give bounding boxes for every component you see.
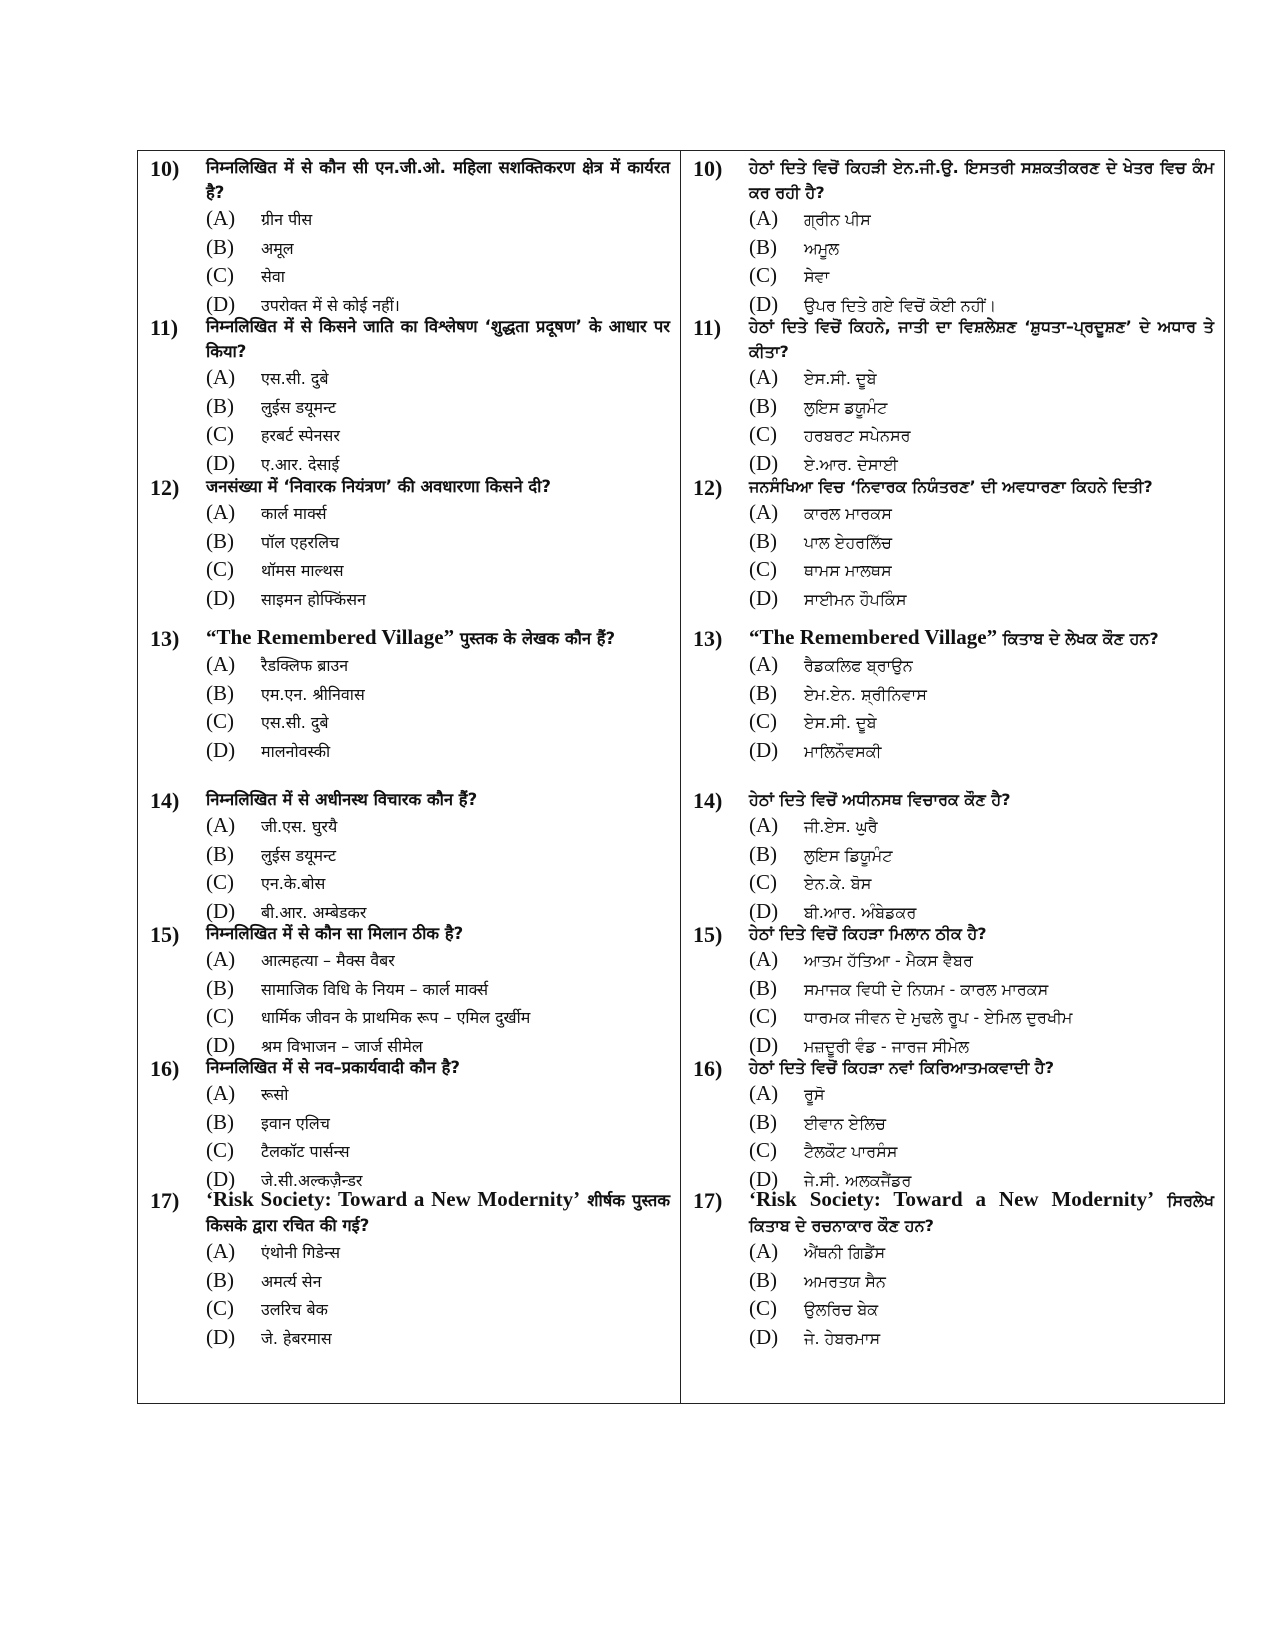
option-text: बी.आर. अम्बेडकर: [261, 902, 367, 922]
question-punjabi: [681, 1187, 1224, 1352]
answer-option: [206, 1238, 670, 1267]
answer-option: [206, 869, 670, 898]
option-text: ਜੇ.ਸੀ. ਅਲਕਜੈਂਡਰ: [804, 1170, 912, 1190]
question-text-content: ਹੇਠਾਂ ਦਿਤੇ ਵਿਚੋਂ ਕਿਹੜਾ ਮਿਲਾਨ ਠੀਕ ਹੈ?: [749, 924, 987, 943]
question-title-english: ‘Risk Society: Toward a New Modernity’: [749, 1187, 1155, 1211]
answer-option: [749, 975, 1214, 1004]
option-label: (A): [749, 1081, 779, 1105]
option-text: रूसो: [261, 1085, 289, 1104]
question-text: [206, 1055, 670, 1080]
option-label: (C): [206, 870, 234, 894]
option-label: (D): [206, 1166, 236, 1191]
option-text: पॉल एहरलिच: [261, 532, 340, 552]
option-label: (C): [206, 1004, 234, 1028]
option-text: इवान एलिच: [261, 1113, 330, 1133]
option-label: (D): [206, 1032, 236, 1057]
question-hindi: [138, 1187, 680, 1352]
question-punjabi: [681, 1055, 1224, 1194]
option-text: धार्मिक जीवन के प्राथमिक रूप – एमिल दुर्खीम: [261, 1008, 531, 1027]
question-title-english: “The Remembered Village”: [749, 625, 998, 649]
option-label: (D): [206, 291, 236, 316]
question-body: [206, 625, 680, 765]
question-body: [206, 1055, 680, 1194]
answer-option: [749, 1137, 1214, 1166]
question-punjabi: [681, 625, 1224, 765]
answer-option: [206, 262, 670, 291]
punjabi-column: [681, 151, 1224, 1403]
option-text: ਗ੍ਰੀਨ ਪੀਸ: [804, 210, 871, 229]
option-label: (A): [749, 206, 779, 230]
option-text: ਪਾਲ ਏਹਰਲਿੱਚ: [804, 532, 892, 552]
answer-option: [206, 708, 670, 737]
hindi-column: [138, 151, 681, 1403]
option-label: (D): [749, 1166, 779, 1191]
answer-option: [749, 1080, 1214, 1109]
question-number: 15): [693, 922, 723, 947]
question-text: [749, 314, 1214, 364]
answer-option: [749, 680, 1214, 709]
option-label: (A): [206, 813, 236, 837]
answer-option: [206, 585, 670, 614]
question-number: 16): [693, 1056, 723, 1081]
question-text-content: ਹੇਠਾਂ ਦਿਤੇ ਵਿਚੋਂ ਕਿਹਨੇ, ਜਾਤੀ ਦਾ ਵਿਸ਼ਲੇਸ਼ਣ ‘ਸ਼ੁਧਤਾ–ਪ੍ਰਦੂਸ਼ਣ’ ਦੇ ਅਧਾਰ ਤੇ ਕੀਤਾ?: [749, 317, 1214, 361]
option-text: ਆਤਮ ਹੱਤਿਆ - ਮੈਕਸ ਵੈਬਰ: [804, 951, 973, 970]
option-label: (B): [206, 841, 234, 866]
option-text: ਮਾਲਿਨੌਵਸਕੀ: [804, 741, 882, 761]
option-text: ਈਵਾਨ ਏਲਿਚ: [804, 1113, 886, 1133]
question-hindi: [138, 625, 680, 765]
option-text: लुईस डयूमन्ट: [261, 845, 337, 865]
answer-option: [749, 869, 1214, 898]
option-text: हरबर्ट स्पेनसर: [261, 426, 340, 445]
answer-option: [206, 1080, 670, 1109]
answer-option: [206, 812, 670, 841]
option-text: ਏ.ਆਰ. ਦੇਸਾਈ: [804, 454, 898, 474]
question-text-content: शीर्षक पुस्तक किसके द्वारा रचित की गई?: [206, 1191, 670, 1235]
option-text: ਸਾਈਮਨ ਹੌਪਕਿੰਸ: [804, 589, 907, 609]
question-text-content: पुस्तक के लेखक कौन हैं?: [454, 629, 616, 648]
question-body: [749, 474, 1224, 613]
answer-option: [206, 737, 670, 766]
option-label: (C): [749, 1296, 777, 1320]
option-label: (A): [749, 947, 779, 971]
option-label: (A): [749, 652, 779, 676]
option-label: (B): [749, 528, 777, 553]
answer-option: [749, 1109, 1214, 1138]
option-text: ਥਾਮਸ ਮਾਲਥਸ: [804, 561, 892, 580]
question-number: 16): [150, 1056, 180, 1081]
answer-option: [206, 421, 670, 450]
option-label: (B): [749, 975, 777, 1000]
answer-option: [206, 1324, 670, 1353]
question-body: [206, 474, 680, 613]
answer-option: [206, 841, 670, 870]
option-label: (D): [749, 898, 779, 923]
option-text: ਰੂਸੋ: [804, 1085, 825, 1104]
question-body: [206, 921, 680, 1060]
option-text: सेवा: [261, 267, 285, 286]
answer-option: [206, 499, 670, 528]
question-number: 14): [693, 788, 723, 813]
question-punjabi: [681, 921, 1224, 1060]
answer-option: [206, 651, 670, 680]
question-text: [749, 474, 1214, 499]
option-label: (D): [206, 737, 236, 762]
option-text: एंथोनी गिडेन्स: [261, 1243, 341, 1262]
option-text: रैडक्लिफ ब्राउन: [261, 656, 349, 675]
option-text: ਉਲਰਿਚ ਬੇਕ: [804, 1300, 879, 1319]
question-body: [749, 1055, 1224, 1194]
question-body: [749, 1187, 1224, 1352]
option-text: ਲੁਇਸ ਡਯੂਮੰਟ: [804, 397, 888, 417]
answer-option: [749, 364, 1214, 393]
answer-option: [749, 234, 1214, 263]
question-text: [749, 1187, 1214, 1238]
question-hindi: [138, 921, 680, 1060]
question-number: 17): [693, 1188, 723, 1213]
option-text: ਧਾਰਮਕ ਜੀਵਨ ਦੇ ਮੁਢਲੇ ਰੂਪ - ਏਮਿਲ ਦੁਰਖੀਮ: [804, 1008, 1073, 1027]
answer-option: [206, 975, 670, 1004]
answer-option: [749, 1238, 1214, 1267]
question-punjabi: [681, 314, 1224, 478]
option-label: (A): [206, 206, 236, 230]
option-label: (C): [206, 263, 234, 287]
option-label: (C): [206, 557, 234, 581]
question-text: [749, 1055, 1214, 1080]
option-text: एन.के.बोस: [261, 874, 326, 893]
question-text: [206, 921, 670, 946]
question-hindi: [138, 787, 680, 926]
question-text-content: ਹੇਠਾਂ ਦਿਤੇ ਵਿਚੋਂ ਅਧੀਨਸਥ ਵਿਚਾਰਕ ਕੌਣ ਹੈ?: [749, 790, 1011, 809]
option-label: (C): [749, 709, 777, 733]
answer-option: [206, 1003, 670, 1032]
option-label: (D): [206, 450, 236, 475]
option-label: (A): [749, 500, 779, 524]
option-label: (D): [206, 1324, 236, 1349]
question-text: [749, 787, 1214, 812]
question-text-content: निम्नलिखित में से अधीनस्थ विचारक कौन हैं?: [206, 790, 478, 809]
option-text: ਕਾਰਲ ਮਾਰਕਸ: [804, 504, 892, 523]
question-number: 14): [150, 788, 180, 813]
question-text: [749, 921, 1214, 946]
option-text: ਬੀ.ਆਰ. ਅੰਬੇਡਕਰ: [804, 902, 917, 922]
option-label: (C): [749, 870, 777, 894]
answer-option: [749, 812, 1214, 841]
question-text-content: ਹੇਠਾਂ ਦਿਤੇ ਵਿਚੋਂ ਕਿਹੜਾ ਨਵਾਂ ਕਿਰਿਆਤਮਕਵਾਦੀ ਹੈ?: [749, 1058, 1055, 1077]
answer-option: [749, 651, 1214, 680]
option-text: लुईस डयूमन्ट: [261, 397, 337, 417]
option-label: (B): [206, 528, 234, 553]
answer-option: [749, 1295, 1214, 1324]
answer-option: [206, 393, 670, 422]
question-title-english: ‘Risk Society: Toward a New Modernity’: [206, 1187, 581, 1211]
option-label: (A): [206, 947, 236, 971]
answer-option: [749, 499, 1214, 528]
answer-option: [749, 1324, 1214, 1353]
option-text: उलरिच बेक: [261, 1300, 328, 1319]
option-text: ए.आर. देसाई: [261, 454, 340, 474]
answer-option: [206, 680, 670, 709]
answer-option: [749, 528, 1214, 557]
option-label: (A): [749, 365, 779, 389]
question-hindi: [138, 314, 680, 478]
question-text-content: ਕਿਤਾਬ ਦੇ ਲੇਖਕ ਕੌਣ ਹਨ?: [997, 629, 1159, 648]
answer-option: [749, 1267, 1214, 1296]
question-number: 13): [150, 626, 180, 651]
option-text: ਐਂਥਨੀ ਗਿਡੈਂਸ: [804, 1243, 886, 1262]
option-label: (C): [749, 263, 777, 287]
question-punjabi: [681, 474, 1224, 613]
option-text: ਅਮੂਲ: [804, 238, 840, 258]
question-text: [206, 155, 670, 205]
question-number: 12): [693, 475, 723, 500]
question-text: [206, 787, 670, 812]
option-text: साइमन होफ्किंसन: [261, 589, 366, 609]
option-label: (B): [206, 234, 234, 259]
option-text: ਅਮਰਤਯ ਸੈਨ: [804, 1271, 886, 1291]
question-text: [749, 625, 1214, 651]
option-label: (C): [749, 1004, 777, 1028]
question-text-content: ਹੇਠਾਂ ਦਿਤੇ ਵਿਚੋਂ ਕਿਹੜੀ ਏਨ.ਜੀ.ਉ. ਇਸਤਰੀ ਸਸ਼ਕਤੀਕਰਣ ਦੇ ਖੇਤਰ ਵਿਚ ਕੰਮ ਕਰ ਰਹੀ ਹੈ?: [749, 158, 1214, 202]
answer-option: [206, 1295, 670, 1324]
question-number: 11): [150, 315, 179, 340]
question-text: [206, 314, 670, 364]
option-text: जे.सी.अल्कज़ैन्डर: [261, 1170, 363, 1190]
option-label: (C): [206, 422, 234, 446]
option-text: ਉਪਰ ਦਿਤੇ ਗਏ ਵਿਚੋਂ ਕੋਈ ਨਹੀਂ।: [804, 295, 997, 315]
option-label: (A): [206, 1239, 236, 1263]
question-text: [749, 155, 1214, 205]
question-text-content: निम्नलिखित में से कौन सी एन.जी.ओ. महिला सशक्तिकरण क्षेत्र में कार्यरत है?: [206, 158, 670, 202]
option-text: उपरोक्त में से कोई नहीं।: [261, 295, 400, 315]
question-title-english: “The Remembered Village”: [206, 625, 455, 649]
question-text: [206, 474, 670, 499]
option-label: (B): [749, 1267, 777, 1292]
question-text-content: निम्नलिखित में से नव–प्रकार्यवादी कौन है?: [206, 1058, 460, 1077]
option-label: (C): [206, 1138, 234, 1162]
option-label: (C): [206, 1296, 234, 1320]
question-body: [749, 155, 1224, 319]
question-number: 10): [693, 156, 723, 181]
answer-option: [206, 1109, 670, 1138]
question-text-content: ਜਨਸੰਖਿਆ ਵਿਚ ‘ਨਿਵਾਰਕ ਨਿਯੰਤਰਣ’ ਦੀ ਅਵਧਾਰਣਾ ਕਿਹਨੇ ਦਿਤੀ?: [749, 477, 1153, 496]
option-text: सामाजिक विधि के नियम – कार्ल मार्क्स: [261, 979, 489, 999]
question-text: [206, 625, 670, 651]
option-label: (B): [206, 680, 234, 705]
question-punjabi: [681, 155, 1224, 319]
option-text: ਰੈਡਕਲਿਫ ਬ੍ਰਾਉਨ: [804, 656, 913, 675]
answer-option: [206, 205, 670, 234]
option-text: जी.एस. घुरयै: [261, 817, 338, 836]
question-text-content: निम्नलिखित में से किसने जाति का विश्लेषण ‘शुद्धता प्रदूषण’ के आधार पर किया?: [206, 317, 670, 361]
option-label: (B): [206, 393, 234, 418]
option-label: (A): [206, 500, 236, 524]
question-body: [206, 155, 680, 319]
option-label: (A): [749, 813, 779, 837]
option-text: एस.सी. दुबे: [261, 713, 329, 732]
option-label: (B): [749, 1109, 777, 1134]
question-sheet: [137, 150, 1225, 1404]
answer-option: [749, 205, 1214, 234]
option-text: ਲੁਇਸ ਡਿਯੂਮੰਟ: [804, 845, 893, 865]
option-text: ਮਜ਼ਦੂਰੀ ਵੰਡ - ਜਾਰਜ ਸੀਮੇਲ: [804, 1036, 970, 1056]
option-text: ਸੇਵਾ: [804, 267, 830, 286]
option-label: (C): [206, 709, 234, 733]
question-number: 10): [150, 156, 180, 181]
option-label: (A): [206, 1081, 236, 1105]
option-label: (D): [749, 585, 779, 610]
answer-option: [749, 393, 1214, 422]
answer-option: [749, 585, 1214, 614]
option-text: अमर्त्य सेन: [261, 1271, 322, 1291]
option-text: ਏਮ.ਏਨ. ਸ਼੍ਰੀਨਿਵਾਸ: [804, 684, 927, 704]
answer-option: [206, 364, 670, 393]
answer-option: [749, 946, 1214, 975]
question-text-content: जनसंख्या में ‘निवारक नियंत्रण’ की अवधारणा किसने दी?: [206, 477, 551, 496]
option-label: (B): [206, 1109, 234, 1134]
question-hindi: [138, 1055, 680, 1194]
option-label: (D): [749, 291, 779, 316]
answer-option: [749, 262, 1214, 291]
option-label: (D): [206, 585, 236, 610]
option-label: (B): [749, 841, 777, 866]
option-text: ਸਮਾਜਕ ਵਿਧੀ ਦੇ ਨਿਯਮ - ਕਾਰਲ ਮਾਰਕਸ: [804, 979, 1049, 999]
question-number: 11): [693, 315, 722, 340]
option-text: टैलकॉट पार्सन्स: [261, 1142, 350, 1161]
answer-option: [749, 421, 1214, 450]
option-label: (A): [749, 1239, 779, 1263]
option-text: ਏਸ.ਸੀ. ਦੂਬੇ: [804, 713, 877, 732]
option-text: जे. हेबरमास: [261, 1328, 332, 1348]
option-text: ਹਰਬਰਟ ਸਪੇਨਸਰ: [804, 426, 911, 445]
question-body: [749, 787, 1224, 926]
answer-option: [206, 946, 670, 975]
option-label: (D): [749, 1032, 779, 1057]
question-number: 17): [150, 1188, 180, 1213]
answer-option: [749, 556, 1214, 585]
option-label: (B): [749, 393, 777, 418]
option-label: (B): [206, 1267, 234, 1292]
answer-option: [206, 528, 670, 557]
option-text: मालनोवस्की: [261, 741, 331, 761]
option-label: (D): [749, 737, 779, 762]
option-text: ਜੇ. ਹੇਬਰਮਾਸ: [804, 1328, 881, 1348]
option-text: श्रम विभाजन – जार्ज सीमेल: [261, 1036, 423, 1056]
option-text: ਟੈਲਕੌਟ ਪਾਰਸੰਸ: [804, 1142, 898, 1161]
option-label: (D): [749, 450, 779, 475]
question-hindi: [138, 474, 680, 613]
option-text: आत्महत्या – मैक्स वैबर: [261, 951, 395, 970]
question-text-content: ਸਿਰਲੇਖ ਕਿਤਾਬ ਦੇ ਰਚਨਾਕਾਰ ਕੌਣ ਹਨ?: [749, 1191, 1214, 1235]
option-label: (D): [206, 898, 236, 923]
question-number: 12): [150, 475, 180, 500]
question-punjabi: [681, 787, 1224, 926]
question-body: [206, 1187, 680, 1352]
option-text: एम.एन. श्रीनिवास: [261, 684, 365, 704]
answer-option: [206, 1137, 670, 1166]
answer-option: [206, 556, 670, 585]
question-body: [749, 921, 1224, 1060]
option-label: (C): [749, 557, 777, 581]
question-body: [206, 314, 680, 478]
option-text: एस.सी. दुबे: [261, 369, 329, 388]
question-body: [749, 625, 1224, 765]
answer-option: [749, 708, 1214, 737]
option-text: कार्ल मार्क्स: [261, 504, 327, 523]
question-hindi: [138, 155, 680, 319]
option-label: (C): [749, 1138, 777, 1162]
option-label: (B): [749, 234, 777, 259]
option-text: ਏਸ.ਸੀ. ਦੂਬੇ: [804, 369, 877, 388]
option-text: ग्रीन पीस: [261, 210, 313, 229]
option-text: ਜੀ.ਏਸ. ਘੁਰੈ: [804, 817, 878, 836]
option-label: (D): [749, 1324, 779, 1349]
question-text-content: निम्नलिखित में से कौन सा मिलान ठीक है?: [206, 924, 464, 943]
option-label: (A): [206, 365, 236, 389]
answer-option: [206, 1267, 670, 1296]
answer-option: [749, 737, 1214, 766]
option-text: ਏਨ.ਕੇ. ਬੋਸ: [804, 874, 872, 893]
option-label: (A): [206, 652, 236, 676]
question-text: [206, 1187, 670, 1238]
question-number: 13): [693, 626, 723, 651]
answer-option: [749, 841, 1214, 870]
option-label: (B): [206, 975, 234, 1000]
option-label: (B): [749, 680, 777, 705]
option-text: अमूल: [261, 238, 294, 258]
question-body: [749, 314, 1224, 478]
question-body: [206, 787, 680, 926]
answer-option: [749, 1003, 1214, 1032]
answer-option: [206, 234, 670, 263]
option-label: (C): [749, 422, 777, 446]
option-text: थॉमस माल्थस: [261, 561, 344, 580]
question-number: 15): [150, 922, 180, 947]
